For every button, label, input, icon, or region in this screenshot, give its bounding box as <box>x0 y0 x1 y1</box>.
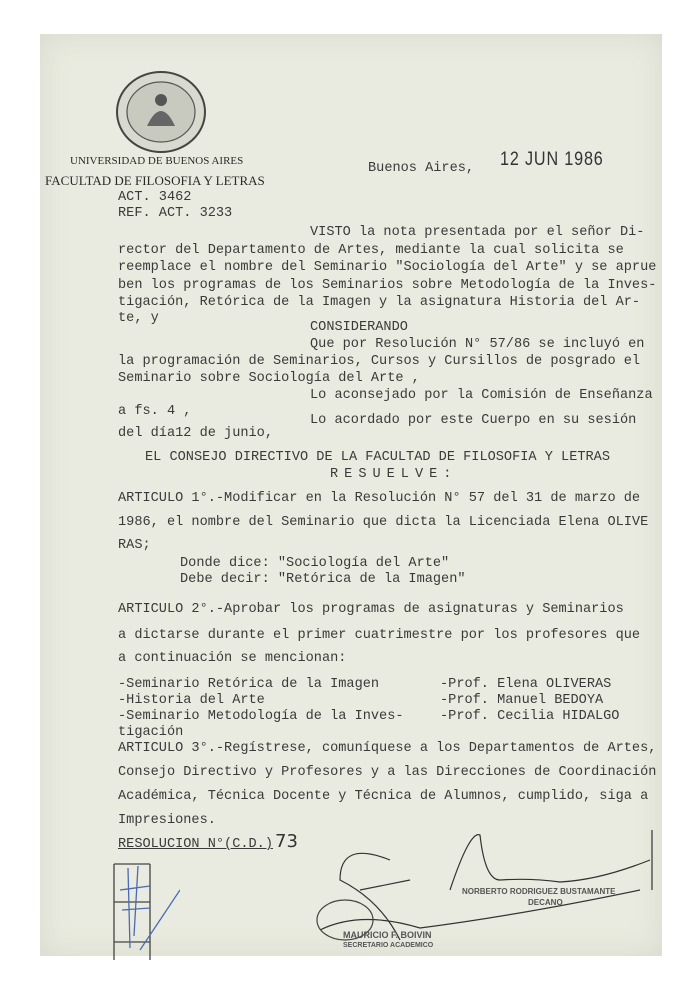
donde-dice: Donde dice: "Sociología del Arte" <box>180 556 450 571</box>
date-stamp: 12 JUN 1986 <box>500 149 604 170</box>
course-name: -Historia del Arte <box>118 693 265 708</box>
debe-decir: Debe decir: "Retórica de la Imagen" <box>180 572 466 587</box>
articulo-1-line: 1986, el nombre del Seminario que dicta la Licenciada Elena OLIVE <box>118 515 649 530</box>
resolucion-label: RESOLUCION N°(C.D.) <box>118 837 273 852</box>
ref-act-number: REF. ACT. 3233 <box>118 206 233 221</box>
visto-line: ben los programas de los Seminarios sobre Metodología de la Inves- <box>118 278 657 293</box>
university-name: UNIVERSIDAD DE BUENOS AIRES <box>70 155 244 167</box>
faculty-name: FACULTAD DE FILOSOFIA Y LETRAS <box>45 173 265 188</box>
articulo-3-line: Impresiones. <box>118 813 216 828</box>
visto-line: reemplace el nombre del Seminario "Sociología del Arte" y se aprue <box>118 260 657 275</box>
considerando-line: a fs. 4 , <box>118 404 192 419</box>
considerando-heading: CONSIDERANDO <box>310 320 408 335</box>
visto-line: rector del Departamento de Artes, mediante la cual solicita se <box>118 243 624 258</box>
professor-name: -Prof. Cecilia HIDALGO <box>440 709 620 724</box>
dean-title: DECANO <box>528 898 563 907</box>
visto-line: te, y <box>118 311 159 326</box>
professor-name: -Prof. Manuel BEDOYA <box>440 693 604 708</box>
considerando-line: Lo acordado por este Cuerpo en su sesión <box>310 413 637 428</box>
university-seal <box>113 68 209 156</box>
articulo-2-line: ARTICULO 2°.-Aprobar los programas de asignaturas y Seminarios <box>118 602 624 617</box>
act-number: ACT. 3462 <box>118 190 192 205</box>
considerando-line: Lo aconsejado por la Comisión de Enseñanza <box>310 388 653 403</box>
initials-box <box>110 860 180 960</box>
articulo-3-line: Consejo Directivo y Profesores y a las Direcciones de Coordinación <box>118 765 657 780</box>
articulo-3-line: Académica, Técnica Docente y Técnica de Alumnos, cumplido, siga a <box>118 789 649 804</box>
resuelve-heading: RESUELVE: <box>330 467 458 482</box>
considerando-line: del día12 de junio, <box>118 426 273 441</box>
course-name: -Seminario Metodología de la Inves- <box>118 709 404 724</box>
considerando-line: Que por Resolución N° 57/86 se incluyó en <box>310 337 645 352</box>
considerando-line: la programación de Seminarios, Cursos y Cursillos de posgrado el <box>118 354 641 369</box>
visto-line: VISTO la nota presentada por el señor Di- <box>310 225 645 240</box>
resolucion-number: 73 <box>275 831 298 852</box>
articulo-2-line: a continuación se mencionan: <box>118 651 347 666</box>
visto-line: tigación, Retórica de la Imagen y la asignatura Historia del Ar- <box>118 295 641 310</box>
course-name: tigación <box>118 725 184 740</box>
articulo-1-line: RAS; <box>118 538 151 553</box>
consejo-line: EL CONSEJO DIRECTIVO DE LA FACULTAD DE FILOSOFIA Y LETRAS <box>145 450 610 465</box>
secretary-name: MAURICIO F. BOIVIN <box>343 930 432 940</box>
articulo-2-line: a dictarse durante el primer cuatrimestre por los profesores que <box>118 628 641 643</box>
secretary-title: SECRETARIO ACADEMICO <box>343 942 434 949</box>
articulo-3-line: ARTICULO 3°.-Regístrese, comuníquese a los Departamentos de Artes, <box>118 741 657 756</box>
articulo-1-line: ARTICULO 1°.-Modificar en la Resolución N° 57 del 31 de marzo de <box>118 491 641 506</box>
place: Buenos Aires, <box>368 161 475 176</box>
professor-name: -Prof. Elena OLIVERAS <box>440 677 612 692</box>
course-name: -Seminario Retórica de la Imagen <box>118 677 380 692</box>
dean-name: NORBERTO RODRIGUEZ BUSTAMANTE <box>462 887 616 896</box>
considerando-line: Seminario sobre Sociología del Arte , <box>118 371 420 386</box>
